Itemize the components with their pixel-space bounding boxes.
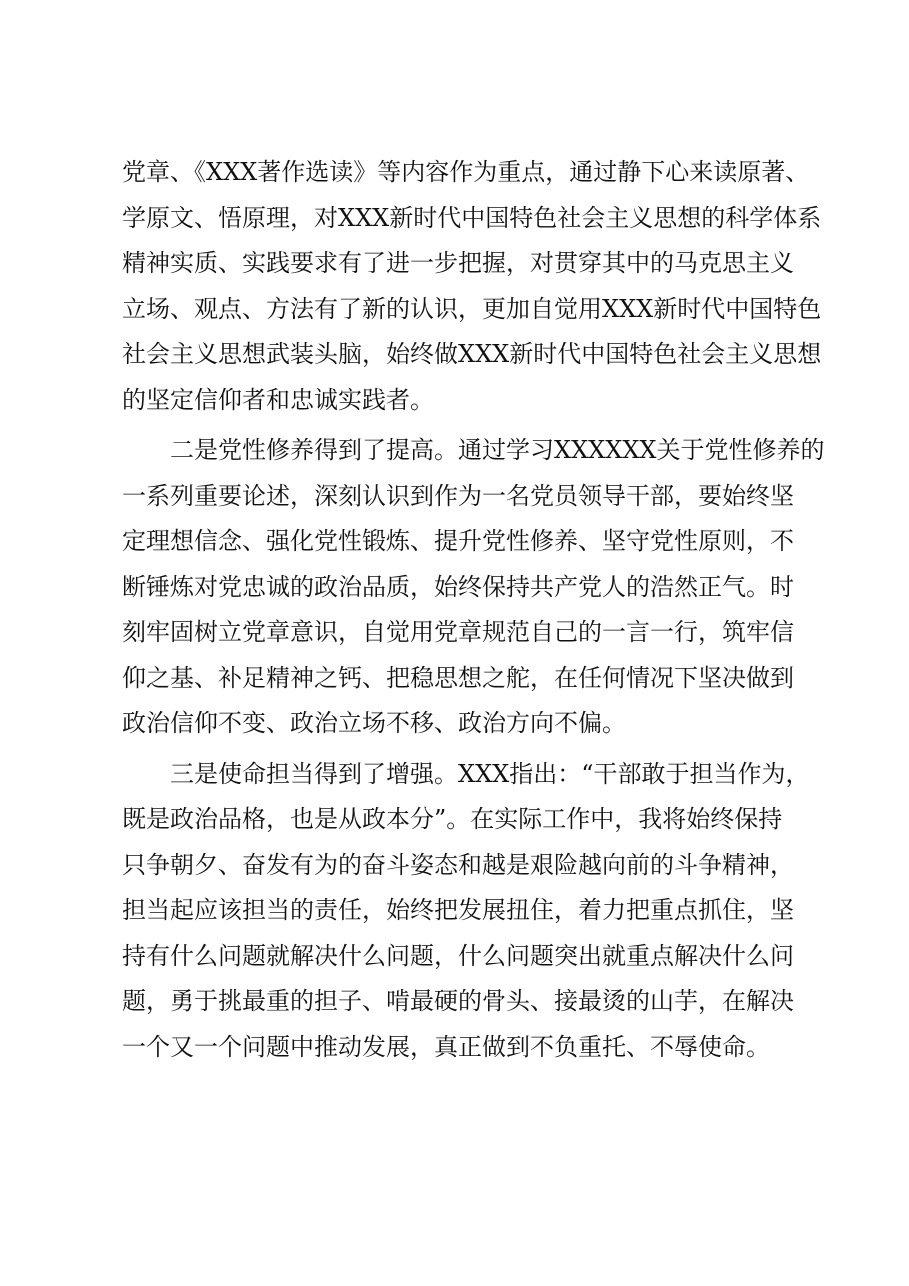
text-line: 持有什么问题就解决什么问题，什么问题突出就重点解决什么问 xyxy=(122,941,794,970)
text-line: 党章、《XXX著作选读》等内容作为重点，通过静下心来读原著、 xyxy=(122,158,810,186)
text-line: 担当起应该担当的责任，始终把发展扭住，着力把重点抓住，坚 xyxy=(122,896,794,924)
text-line: 二是党性修养得到了提高。通过学习XXXXXX关于党性修养的 xyxy=(170,436,825,464)
text-line: 精神实质、实践要求有了进一步把握，对贯穿其中的马克思主义 xyxy=(122,249,794,277)
text-line: 题，勇于挑最重的担子、啃最硬的骨头、接最烫的山芋，在解决 xyxy=(122,987,794,1015)
text-line: 的坚定信仰者和忠诚实践者。 xyxy=(122,385,434,414)
text-line: 定理想信念、强化党性锻炼、提升党性修养、坚守党性原则，不 xyxy=(122,527,794,555)
paragraph-2 xyxy=(122,428,825,747)
document-body xyxy=(122,150,825,1070)
text-line: 既是政治品格，也是从政本分”。在实际工作中，我将始终保持 xyxy=(122,805,783,833)
text-line: 断锤炼对党忠诚的政治品质，始终保持共产党人的浩然正气。时 xyxy=(122,572,794,601)
text-line: 一系列重要论述，深刻认识到作为一名党员领导干部，要始终坚 xyxy=(122,481,794,510)
text-line: 仰之基、补足精神之钙、把稳思想之舵，在任何情况下坚决做到 xyxy=(122,663,794,692)
text-line: 刻牢固树立党章意识，自觉用党章规范自己的一言一行，筑牢信 xyxy=(122,618,794,646)
text-line: 社会主义思想武装头脑，始终做XXX新时代中国特色社会主义思想 xyxy=(122,340,822,368)
paragraph-3 xyxy=(122,752,822,1071)
text-line: 立场、观点、方法有了新的认识，更加自觉用XXX新时代中国特色 xyxy=(122,294,822,323)
text-line: 三是使命担当得到了增强。XXX指出：“干部敢于担当作为， xyxy=(170,759,810,788)
text-line: 只争朝夕、奋发有为的奋斗姿态和越是艰险越向前的斗争精神， xyxy=(122,850,794,879)
text-line: 政治信仰不变、政治立场不移、政治方向不偏。 xyxy=(122,709,626,737)
paragraph-1 xyxy=(122,150,822,423)
text-line: 一个又一个问题中推动发展，真正做到不负重托、不辱使命。 xyxy=(122,1032,770,1061)
text-line: 学原文、悟原理，对XXX新时代中国特色社会主义思想的科学体系 xyxy=(122,203,822,232)
